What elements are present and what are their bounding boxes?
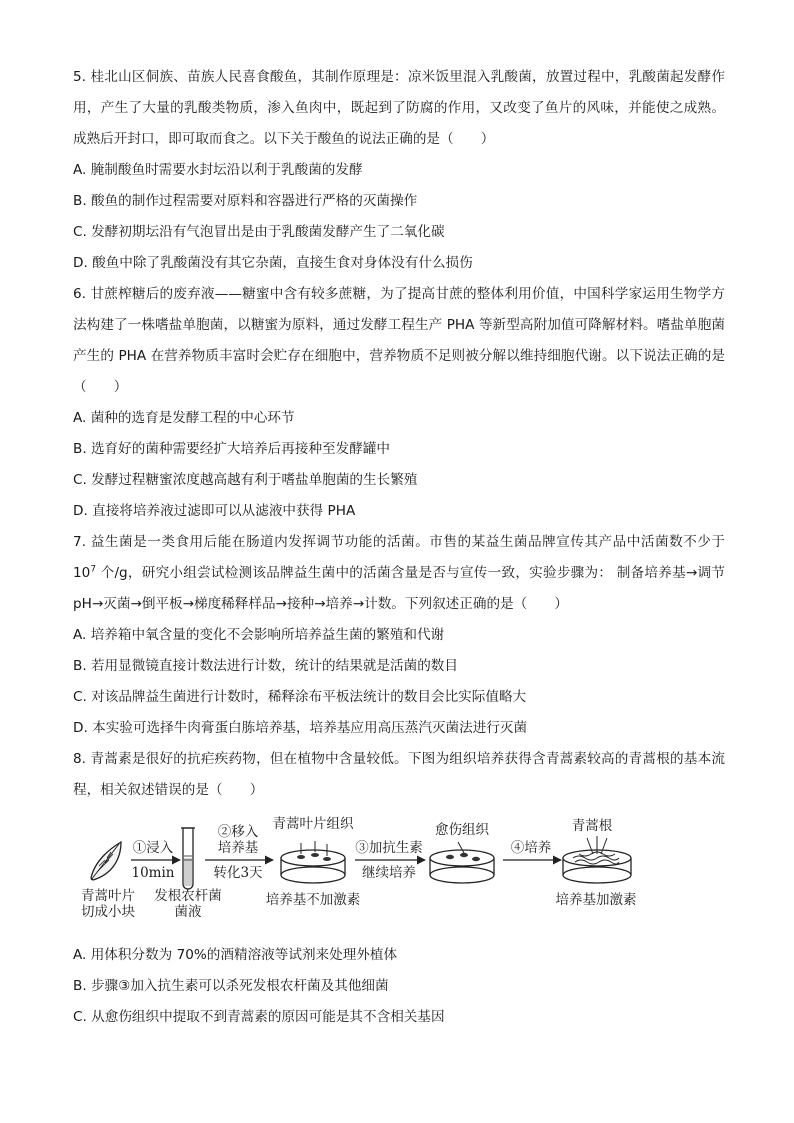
step-1-top-label: ①浸入 xyxy=(132,840,174,856)
question-7-stem-part2: 个/g，研究小组尝试检测该品牌益生菌中的活菌含量是否与宣传一致，实验步骤为： 制备培养基→调节 pH→灭菌→倒平板→梯度稀释样品→接种→培养→计数。下列叙述正确的是（ ） xyxy=(73,565,725,612)
step-2-bottom-label: 转化3天 xyxy=(213,865,263,881)
question-6-option-c: C. 发酵过程糖蜜浓度越高越有利于嗜盐单胞菌的生长繁殖 xyxy=(73,472,418,488)
step-1-bottom-label: 10min xyxy=(131,865,175,881)
question-5-option-d: D. 酸鱼中除了乳酸菌没有其它杂菌，直接生食对身体没有什么损伤 xyxy=(73,255,473,271)
question-8-stem: 8. 青蒿素是很好的抗疟疾药物，但在植物中含量较低。下图为组织培养获得含青蒿素较高的青蒿根的基本流程，相关叙述错误的是（ ） xyxy=(73,751,725,798)
question-7-exponent: 7 xyxy=(90,564,97,575)
question-7-stem xyxy=(73,527,725,620)
leaf-label-line-2: 切成小块 xyxy=(81,904,135,920)
tissue-culture-flow-diagram xyxy=(73,808,725,938)
question-6-option-b: B. 选育好的菌种需要经扩大培养后再接种至发酵罐中 xyxy=(73,441,391,457)
tube-label-line-2: 菌液 xyxy=(174,904,202,920)
question-content xyxy=(73,62,725,1033)
question-7-option-c: C. 对该品牌益生菌进行计数时，稀释涂布平板法统计的数目会比实际值略大 xyxy=(73,689,527,705)
petri-dish-1-icon xyxy=(281,841,345,883)
petri-dish-2-icon xyxy=(430,842,494,883)
question-5-option-c: C. 发酵初期坛沿有气泡冒出是由于乳酸菌发酵产生了二氧化碳 xyxy=(73,224,445,240)
leaf-label-line-1: 青蒿叶片 xyxy=(81,888,135,904)
tube-label-line-1: 发根农杆菌 xyxy=(154,888,222,904)
step-3-top-label: ③加抗生素 xyxy=(355,840,423,856)
step-2-top-label-2: 培养基 xyxy=(217,840,259,856)
question-5-option-a: A. 腌制酸鱼时需要水封坛沿以利于乳酸菌的发酵 xyxy=(73,162,363,178)
question-7-stem-part1: 7. 益生菌是一类食用后能在肠道内发挥调节功能的活菌。市售的某益生菌品牌宣传其产品中活菌数不少于 10 xyxy=(73,534,725,581)
step-3-bottom-label: 继续培养 xyxy=(362,865,416,881)
question-6-option-d: D. 直接将培养液过滤即可以从滤液中获得 PHA xyxy=(73,503,356,519)
question-6-option-a: A. 菌种的选育是发酵工程的中心环节 xyxy=(73,410,295,426)
question-8-option-c: C. 从愈伤组织中提取不到青蒿素的原因可能是其不含相关基因 xyxy=(73,1009,445,1025)
dish-1-top-label: 青蒿叶片组织 xyxy=(272,816,354,832)
leaf-icon xyxy=(91,842,121,880)
dish-3-top-label: 青蒿根 xyxy=(571,818,613,834)
petri-dish-3-icon xyxy=(563,836,631,883)
question-7-option-a: A. 培养箱中氧含量的变化不会影响所培养益生菌的繁殖和代谢 xyxy=(73,627,445,643)
test-tube-icon xyxy=(181,828,195,889)
dish-2-top-label: 愈伤组织 xyxy=(435,822,489,838)
step-4-top-label: ④培养 xyxy=(510,840,552,856)
question-7-option-d: D. 本实验可选择牛肉膏蛋白胨培养基，培养基应用高压蒸汽灭菌法进行灭菌 xyxy=(73,720,528,736)
question-5-option-b: B. 酸鱼的制作过程需要对原料和容器进行严格的灭菌操作 xyxy=(73,193,418,209)
question-8-option-a: A. 用体积分数为 70%的酒精溶液等试剂来处理外植体 xyxy=(73,947,398,963)
question-8-option-b: B. 步骤③加入抗生素可以杀死发根农杆菌及其他细菌 xyxy=(73,978,389,994)
dish-1-bottom-label: 培养基不加激素 xyxy=(265,892,361,908)
question-6-stem: 6. 甘蔗榨糖后的废弃液——糖蜜中含有较多蔗糖，为了提高甘蔗的整体利用价值，中国科学家运用生物学方法构建了一株嗜盐单胞菌，以糖蜜为原料，通过发酵工程生产 PHA 等新型高附加值可降解材料。嗜盐单胞菌产生的 PHA 在营养物质丰富时会贮存在细胞中，营养物质不足则被分解以维持细胞代谢。以下说法正确的是（ ） xyxy=(73,286,725,395)
question-7-option-b: B. 若用显微镜直接计数法进行计数，统计的结果就是活菌的数目 xyxy=(73,658,458,674)
dish-3-bottom-label: 培养基加激素 xyxy=(555,892,637,908)
step-2-top-label-1: ②移入 xyxy=(217,824,259,840)
question-5-stem: 5. 桂北山区侗族、苗族人民喜食酸鱼，其制作原理是：凉米饭里混入乳酸菌，放置过程中，乳酸菌起发酵作用，产生了大量的乳酸类物质，渗入鱼肉中，既起到了防腐的作用，又改变了鱼片的风味，并能使之成熟。成熟后开封口，即可取而食之。以下关于酸鱼的说法正确的是（ ） xyxy=(73,69,725,147)
